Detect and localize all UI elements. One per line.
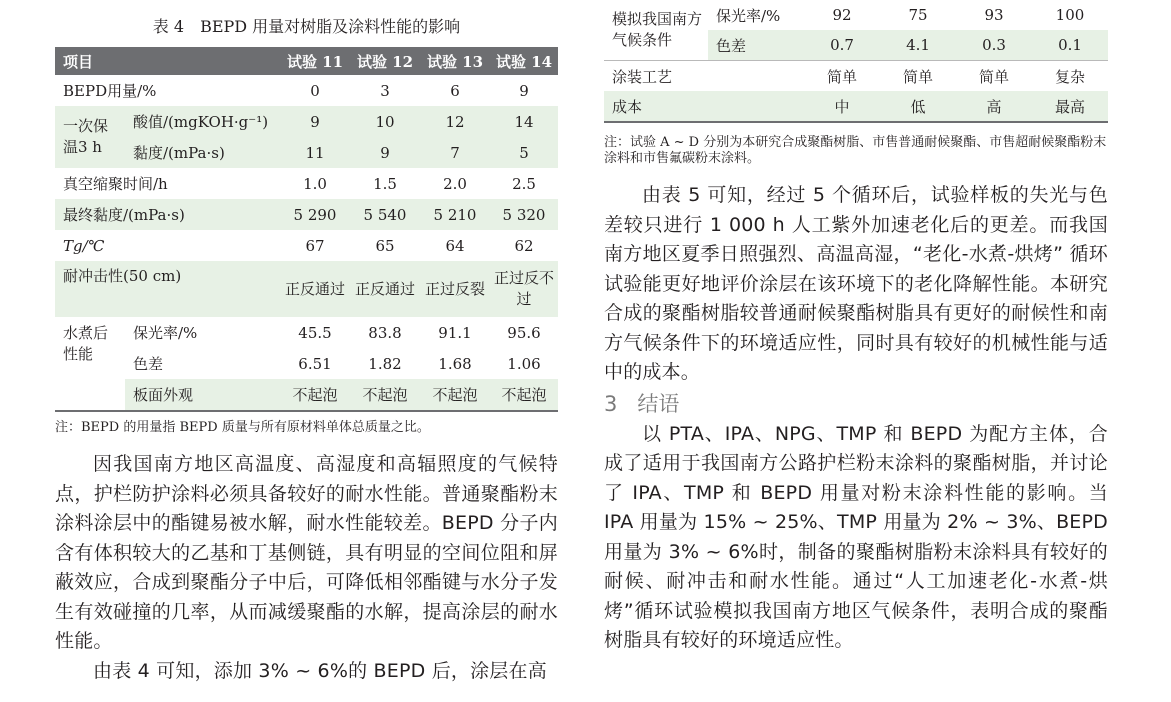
row-label: 成本 bbox=[612, 97, 643, 116]
cell: 11 bbox=[305, 143, 325, 162]
group-label: 模拟我国南方气候条件 bbox=[612, 10, 703, 49]
table-row bbox=[55, 137, 558, 168]
table-row bbox=[55, 379, 558, 411]
cell: 1.06 bbox=[507, 354, 541, 373]
cell: 不起泡 bbox=[280, 379, 350, 411]
cell: 不起泡 bbox=[420, 379, 490, 411]
cell: 62 bbox=[514, 236, 534, 255]
cell: 64 bbox=[445, 236, 465, 255]
row-label: 耐冲击性(50 cm) bbox=[63, 267, 182, 285]
cell: 9 bbox=[380, 143, 390, 162]
cell: 93 bbox=[984, 6, 1004, 24]
cell: 95.6 bbox=[507, 323, 541, 342]
cell: 正过反裂 bbox=[424, 279, 485, 298]
cell: 简单 bbox=[956, 61, 1032, 92]
row-label: Tg/℃ bbox=[63, 236, 105, 255]
row-label: 黏度/(mPa·s) bbox=[133, 144, 225, 162]
cell: 1.82 bbox=[368, 354, 402, 373]
table-row bbox=[55, 230, 558, 261]
cell: 正反通过 bbox=[354, 279, 415, 298]
table5-note: 注：试验 A ~ D 分别为本研究合成聚酯树脂、市售普通耐候聚酯、市售超耐候聚酯粉末涂料和市售氟碳粉末涂料。 bbox=[604, 135, 1107, 166]
cell: 75 bbox=[908, 6, 928, 24]
cell: 1.68 bbox=[438, 354, 472, 373]
group-label: 一次保温3 h bbox=[63, 117, 109, 156]
cell: 5 290 bbox=[293, 205, 337, 224]
cell: 中 bbox=[834, 97, 850, 116]
cell: 67 bbox=[305, 236, 325, 255]
cell: 7 bbox=[450, 143, 460, 162]
row-label: 保光率/% bbox=[133, 324, 198, 342]
cell: 92 bbox=[832, 6, 852, 24]
cell: 5 320 bbox=[502, 205, 546, 224]
table4-header-test12: 试验 12 bbox=[350, 47, 420, 75]
table-row bbox=[55, 261, 558, 317]
cell: 5 540 bbox=[363, 205, 407, 224]
cell: 45.5 bbox=[298, 323, 332, 342]
table4-header-row bbox=[55, 47, 558, 75]
body-paragraph: 由表 5 可知，经过 5 个循环后，试验样板的失光与色差较只进行 1 000 h 人工紫外加速老化后的更差。而我国南方地区夏季日照强烈、高温高湿，“老化-水煮-烘烤” 循环试验能更好地评价涂层在该环境下的老化降解性能。本研究合成的聚酯树脂较普通耐候聚酯树脂具有更好的耐候性和南方气候条件下的环境适应性，同时具有较好的机械性能与适中的成本。 bbox=[604, 184, 1108, 383]
row-label: BEPD用量/% bbox=[63, 82, 157, 100]
cell: 5 210 bbox=[433, 205, 477, 224]
cell: 4.1 bbox=[880, 30, 956, 61]
table4 bbox=[55, 47, 558, 412]
cell: 最高 bbox=[1054, 97, 1085, 116]
row-label: 板面外观 bbox=[125, 379, 280, 411]
cell: 正过反不过 bbox=[494, 269, 555, 308]
cell: 100 bbox=[1055, 6, 1085, 24]
table-row bbox=[55, 348, 558, 379]
cell: 0.3 bbox=[956, 30, 1032, 61]
section-number: 3 bbox=[604, 391, 618, 416]
table-row bbox=[55, 75, 558, 106]
cell: 10 bbox=[375, 112, 395, 131]
cell: 5 bbox=[519, 143, 529, 162]
table-row bbox=[55, 199, 558, 230]
cell: 0.7 bbox=[804, 30, 880, 61]
table5 bbox=[604, 0, 1108, 123]
table4-header-test13: 试验 13 bbox=[420, 47, 490, 75]
row-label: 最终黏度/(mPa·s) bbox=[63, 206, 185, 224]
cell: 2.0 bbox=[443, 174, 467, 193]
cell: 91.1 bbox=[438, 323, 472, 342]
left-column bbox=[55, 0, 558, 686]
table4-header-test11: 试验 11 bbox=[280, 47, 350, 75]
cell: 3 bbox=[380, 81, 390, 100]
cell: 6.51 bbox=[298, 354, 332, 373]
cell: 9 bbox=[519, 81, 529, 100]
table-row bbox=[55, 317, 558, 348]
cell: 0.1 bbox=[1032, 30, 1108, 61]
table-row bbox=[604, 91, 1108, 122]
row-label: 色差 bbox=[708, 30, 804, 61]
right-column bbox=[604, 0, 1108, 656]
group-label: 水煮后性能 bbox=[63, 324, 109, 363]
table4-caption: 表 4 BEPD 用量对树脂及涂料性能的影响 bbox=[152, 17, 461, 36]
cell: 9 bbox=[310, 112, 320, 131]
cell: 83.8 bbox=[368, 323, 402, 342]
table-row bbox=[55, 168, 558, 199]
table4-header-item: 项目 bbox=[55, 47, 280, 75]
section-heading bbox=[604, 388, 1108, 420]
body-paragraph: 以 PTA、IPA、NPG、TMP 和 BEPD 为配方主体，合成了适用于我国南方公路护栏粉末涂料的聚酯树脂，并讨论了 IPA、TMP 和 BEPD 用量对粉末涂料性能的影响。当 IPA 用量为 15% ~ 25%、TMP 用量为 2% ~ 3%、BEPD 用量为 3% ~ 6%时，制备的聚酯树脂粉末涂料具有较好的耐候、耐冲击和耐水性能。通过“人工加速老化-水煮-烘烤”循环试验模拟我国南方地区气候条件，表明合成的聚酯树脂具有较好的环境适应性。 bbox=[604, 422, 1108, 651]
row-label: 酸值/(mgKOH·g⁻¹) bbox=[133, 113, 269, 131]
row-label: 涂装工艺 bbox=[604, 61, 804, 92]
cell: 0 bbox=[310, 81, 320, 100]
table-row bbox=[604, 0, 1108, 30]
body-paragraph: 由表 4 可知，添加 3% ~ 6%的 BEPD 后，涂层在高 bbox=[93, 659, 547, 682]
cell: 1.5 bbox=[373, 174, 397, 193]
cell: 2.5 bbox=[512, 174, 536, 193]
cell: 不起泡 bbox=[350, 379, 420, 411]
cell: 14 bbox=[514, 112, 534, 131]
cell: 1.0 bbox=[303, 174, 327, 193]
cell: 复杂 bbox=[1032, 61, 1108, 92]
body-paragraph: 因我国南方地区高温度、高湿度和高辐照度的气候特点，护栏防护涂料必须具备较好的耐水性能。普通聚酯粉末涂料涂层中的酯键易被水解，耐水性能较差。BEPD 分子内含有体积较大的乙基和丁基侧链，具有明显的空间位阻和屏蔽效应，合成到聚酯分子中后，可降低相邻酯键与水分子发生有效碰撞的几率，从而减缓聚酯的水解，提高涂层的耐水性能。 bbox=[55, 453, 558, 652]
table-row bbox=[604, 61, 1108, 92]
table-row bbox=[55, 106, 558, 137]
cell: 简单 bbox=[804, 61, 880, 92]
cell: 正反通过 bbox=[284, 279, 345, 298]
section-title: 结语 bbox=[637, 391, 680, 416]
cell: 不起泡 bbox=[490, 379, 558, 411]
cell: 简单 bbox=[880, 61, 956, 92]
row-label: 保光率/% bbox=[716, 6, 781, 25]
row-label: 色差 bbox=[133, 355, 164, 373]
cell: 65 bbox=[375, 236, 395, 255]
cell: 高 bbox=[986, 97, 1002, 116]
table4-note: 注：BEPD 的用量指 BEPD 质量与所有原材料单体总质量之比。 bbox=[55, 420, 430, 435]
cell: 6 bbox=[450, 81, 460, 100]
table4-header-test14: 试验 14 bbox=[490, 47, 558, 75]
cell: 低 bbox=[910, 97, 926, 116]
cell: 12 bbox=[445, 112, 465, 131]
row-label: 真空缩聚时间/h bbox=[63, 175, 168, 193]
